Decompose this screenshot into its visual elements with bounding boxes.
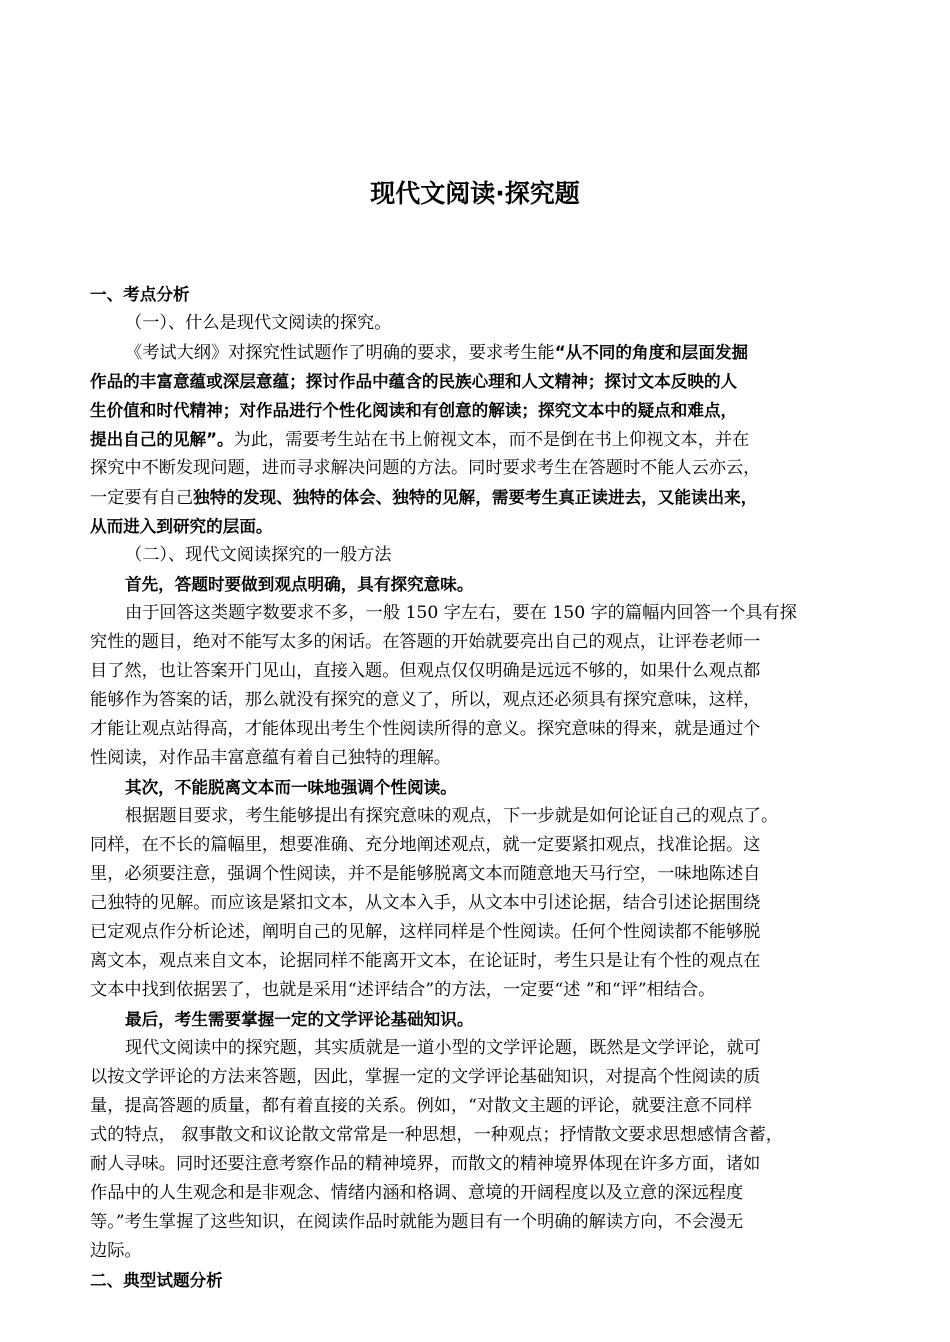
document-title: 现代文阅读·探究题 [370, 179, 580, 208]
bold-text: 首先，答题时要做到观点明确，具有探究意味。 [125, 575, 474, 594]
body-text: 式的特点， 叙事散文和议论散文常常是一种思想，一种观点；抒情散文要求思想感情含蓄， [90, 1125, 783, 1145]
text-line [90, 1179, 865, 1208]
text-line [90, 425, 865, 454]
bold-text: 二、典型试题分析 [90, 1271, 223, 1290]
text-line [90, 715, 865, 744]
body-text: 边际。 [90, 1241, 142, 1261]
bold-text: 独特的发现、独特的体会、独特的见解，需要考生真正读进去，又能读出来， [193, 488, 758, 507]
body-text: 《考试大纲》对探究性试题作了明确的要求，要求考生能 [125, 343, 555, 363]
text-line [90, 454, 865, 483]
body-text: 性阅读，对作品丰富意蕴有着自己独特的理解。 [90, 748, 451, 768]
body-text: 耐人寻味。同时还要注意考察作品的精神境界，而散文的精神境界体现在许多方面，诸如 [90, 1154, 761, 1174]
text-line [90, 1121, 865, 1150]
body-text: 才能让观点站得高，才能体现出考生个性阅读所得的意义。探究意味的得来，就是通过个 [90, 719, 761, 739]
body-text: （二）、现代文阅读探究的一般方法 [125, 545, 392, 565]
text-line [90, 483, 865, 512]
bold-text: 最后，考生需要掌握一定的文学评论基础知识。 [125, 1010, 474, 1029]
text-line [90, 1092, 865, 1121]
body-text: 为此，需要考生站在书上俯视文本，而不是倒在书上仰视文本，并在 [233, 430, 750, 450]
text-line [90, 338, 865, 367]
text-line [90, 889, 865, 918]
text-line [90, 1063, 865, 1092]
text-line [90, 1237, 865, 1266]
text-line [90, 512, 865, 541]
body-text: 里，必须要注意，强调个性阅读，并不是能够脱离文本而随意地天马行空，一味地陈述自 [90, 864, 761, 884]
body-text: 文本中找到依据罢了，也就是采用“述评结合”的方法，一定要“述 ”和“评”相结合。 [90, 980, 716, 1000]
text-line [90, 686, 865, 715]
text-line [90, 280, 865, 309]
body-text: 目了然，也让答案开门见山，直接入题。但观点仅仅明确是远远不够的，如果什么观点都 [90, 661, 761, 681]
text-line [90, 657, 865, 686]
bold-text: 生价值和时代精神；对作品进行个性化阅读和有创意的解读；探究文本中的疑点和难点， [90, 401, 738, 420]
text-line [90, 918, 865, 947]
text-line [90, 1034, 865, 1063]
text-line [90, 396, 865, 425]
body-text: 现代文阅读中的探究题，其实质就是一道小型的文学评论题，既然是文学评论，就可 [125, 1038, 761, 1058]
body-text: 作品中的人生观念和是非观念、情绪内涵和格调、意境的开阔程度以及立意的深远程度 [90, 1183, 744, 1203]
body-text: 能够作为答案的话，那么就没有探究的意义了，所以，观点还必须具有探究意味，这样， [90, 690, 761, 710]
body-text: （一）、什么是现代文阅读的探究。 [125, 313, 392, 333]
bold-text: “从不同的角度和层面发掘 [554, 343, 749, 362]
bold-text: 一、考点分析 [90, 285, 190, 304]
body-text: 根据题目要求，考生能够提出有探究意味的观点，下一步就是如何论证自己的观点了。 [125, 806, 779, 826]
body-text: 离文本，观点来自文本，论据同样不能离开文本，在论证时，考生只是让有个性的观点在 [90, 951, 761, 971]
text-line [90, 744, 865, 773]
bold-text: 其次，不能脱离文本而一味地强调个性阅读。 [125, 778, 457, 797]
text-line [90, 599, 865, 628]
body-text: 己独特的见解。而应该是紧扣文本，从文本入手，从文本中引述论据，结合引述论据围绕 [90, 893, 761, 913]
document-body [90, 280, 865, 1295]
body-text: 探究中不断发现问题，进而寻求解决问题的方法。同时要求考生在答题时不能人云亦云， [90, 458, 761, 478]
body-text: 已定观点作分析论述，阐明自己的见解，这样同样是个性阅读。任何个性阅读都不能够脱 [90, 922, 761, 942]
text-line [90, 1266, 865, 1295]
text-line [90, 541, 865, 570]
body-text: 同样，在不长的篇幅里，想要准确、充分地阐述观点，就一定要紧扣观点，找准论据。这 [90, 835, 761, 855]
text-line [90, 628, 865, 657]
text-line [90, 947, 865, 976]
text-line [90, 860, 865, 889]
body-text: 由于回答这类题字数要求不多，一般 150 字左右，要在 150 字的篇幅内回答一个具有探 [125, 603, 797, 623]
bold-text: 从而进入到研究的层面。 [90, 517, 273, 536]
text-line [90, 1150, 865, 1179]
body-text: 究性的题目，绝对不能写太多的闲话。在答题的开始就要亮出自己的观点，让评卷老师一 [90, 632, 761, 652]
bold-text: 作品的丰富意蕴或深层意蕴；探讨作品中蕴含的民族心理和人文精神；探讨文本反映的人 [90, 372, 738, 391]
text-line [90, 309, 865, 338]
body-text: 一定要有自己 [90, 488, 194, 508]
text-line [90, 570, 865, 599]
text-line [90, 1208, 865, 1237]
body-text: 量，提高答题的质量，都有着直接的关系。例如，“对散文主题的评论，就要注意不同样 [90, 1096, 752, 1116]
bold-text: 提出自己的见解”。 [90, 430, 234, 449]
text-line [90, 831, 865, 860]
text-line [90, 802, 865, 831]
text-line [90, 367, 865, 396]
text-line [90, 773, 865, 802]
text-line [90, 976, 865, 1005]
text-line [90, 1005, 865, 1034]
body-text: 等。”考生掌握了这些知识，在阅读作品时就能为题目有一个明确的解读方向，不会漫无 [90, 1212, 744, 1232]
body-text: 以按文学评论的方法来答题，因此，掌握一定的文学评论基础知识，对提高个性阅读的质 [90, 1067, 761, 1087]
